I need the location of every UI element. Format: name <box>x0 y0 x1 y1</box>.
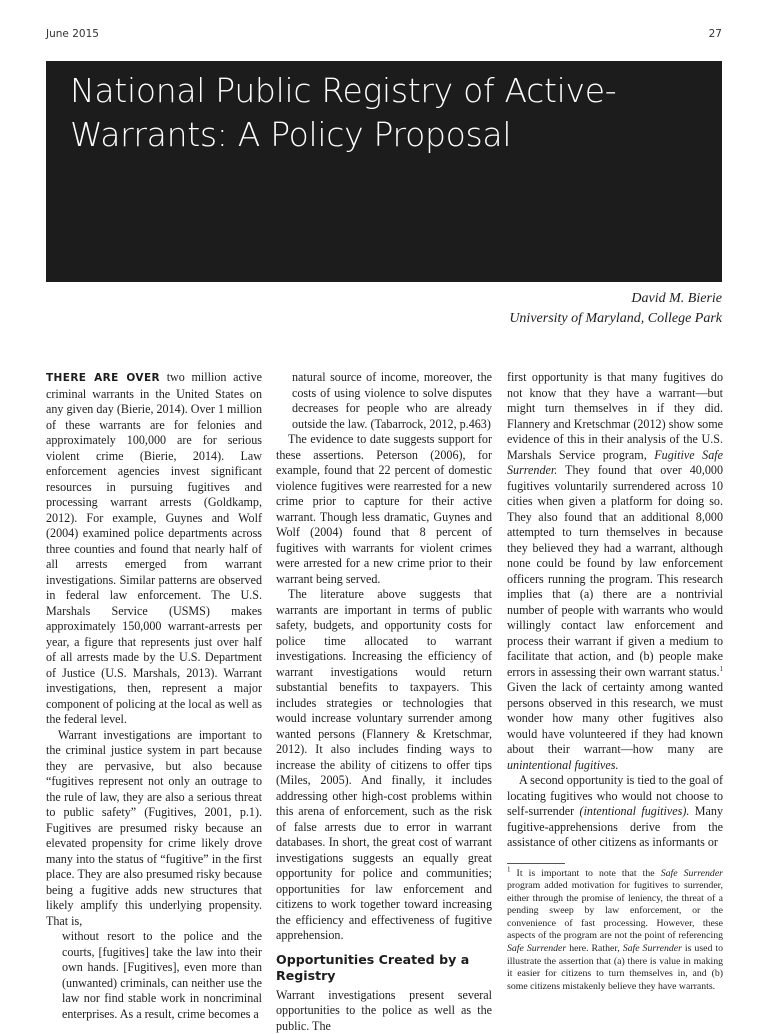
text-column-2 <box>276 370 492 1034</box>
text-column-3 <box>507 370 723 993</box>
text-run: They found that over 40,000 fugitives voluntarily surrendered across 10 cities when given a platform for doing so. They also found that an additional 8,000 attempted to turn themselves in because they believed they had a warrant, although none could be found by law enforcement officers running the program. This research implies that (a) there are a nontrivial number of people with warrants who would willingly contact law enforcement and process their warrant if given a medium to facilitate that action, and (b) people make errors in assessing their own warrant status. <box>507 463 723 679</box>
section-heading: Opportunities Created by a Registry <box>276 952 492 984</box>
emphasis: unintentional fugitives. <box>507 758 619 772</box>
block-quote: without resort to the police and the courts, [fugitives] take the law into their own hands. [Fugitives], even more than (unwanted) criminals, can neither use the law nor find stable work in noncriminal enterprises. As a result, crime becomes a <box>62 929 262 1022</box>
paragraph: Warrant investigations are important to the criminal justice system in part because they are pervasive, but also because “fugitives represent not only an outrage to the rule of law, they are also a serious threat to public safety” (Fugitives, 2001, p.1). Fugitives are presumed risky because an elevated propensity for crime likely drove many into the status of “fugitive” in the first place. They are also presumed risky because being a fugitive adds new structures that likely amplify this underlying propensity. That is, <box>46 728 262 930</box>
text-run: It is important to note that the <box>511 868 661 879</box>
author-name: David M. Bierie <box>509 289 722 309</box>
footnote <box>507 868 723 994</box>
paragraph <box>46 370 262 728</box>
program-name: Safe Surrender <box>661 868 723 879</box>
program-name: Fugitive Safe Surrender. <box>507 448 723 478</box>
paragraph <box>507 773 723 851</box>
page-number: 27 <box>709 28 722 40</box>
block-quote-continued: natural source of income, moreover, the costs of using violence to solve disputes decreases for people who are already outside the law. (Tabarrock, 2012, p.463) <box>292 370 492 432</box>
footnote-divider <box>507 863 565 864</box>
author-affiliation: University of Maryland, College Park <box>509 309 722 329</box>
byline <box>509 289 722 329</box>
program-name: Safe Surrender <box>623 943 682 954</box>
running-header <box>46 28 722 40</box>
text-run: Given the lack of certainty among wanted persons observed in this research, we must wonder how many other fugitives also would have volunteered if they had known about their warrant—how many are <box>507 680 723 756</box>
text-column-1 <box>46 370 262 1022</box>
issue-date: June 2015 <box>46 28 99 40</box>
program-name: Safe Surrender <box>507 943 566 954</box>
paragraph: Warrant investigations present several opportunities to the police as well as the public. The <box>276 988 492 1034</box>
lead-in: THERE ARE OVER <box>46 372 160 384</box>
paragraph <box>507 370 723 773</box>
article-title: National Public Registry of Active-Warrants: A Policy Proposal <box>46 61 722 157</box>
paragraph: The literature above suggests that warrants are important in terms of public safety, budgets, and opportunity costs for police time allocated to warrant investigations. Increasing the efficiency of warrant investigations would return substantial benefits to taxpayers. This includes strategies or technologies that would increase voluntary surrender among wanted persons (Flannery & Kretschmar, 2012). It also includes finding ways to increase the ability of citizens to offer tips (Miles, 2005). And finally, it includes addressing other high-cost problems within this arena of enforcement, such as the risk of false arrests due to error in warrant databases. In short, the great cost of warrant investigations suggests an equally great opportunity for police and communities; opportunities for law enforcement and citizens to work together toward increasing the efficiency and effectiveness of fugitive apprehension. <box>276 587 492 944</box>
paragraph: The evidence to date suggests support for these assertions. Peterson (2006), for example, found that 22 percent of domestic violence fugitives were rearrested for a new crime prior to capture for their active warrant. Though less dramatic, Guynes and Wolf (2004) found that 8 percent of fugitives with warrants for violent crimes were arrested for a new crime prior to their warrant being served. <box>276 432 492 587</box>
text-run: A second opportunity is tied to the goal of locating fugitives who would not choose to self-surrender <box>507 773 723 818</box>
paragraph-text: two million active criminal warrants in the United States on any given day (Bierie, 2014). Over 1 million of these warrants are for felonies and approximately 100,000 are for serious violent crime (Bierie, 2014). Law enforcement agencies invest significant resources in pursuing fugitives and processing warrant arrests (Goldkamp, 2012). For example, Guynes and Wolf (2004) examined police departments across three counties and found that nearly half of all arrests emerged from warrant investigations. Similar patterns are observed in federal law enforcement. The U.S. Marshals Service (USMS) makes approximately 150,000 warrant-arrests per year, a figure that represents just over half of all arrests made by the U.S. Department of Justice (U.S. Marshals, 2013). Warrant investigations, then, represent a major component of policing at the local as well as the federal level. <box>46 370 262 726</box>
text-run: program added motivation for fugitives to surrender, either through the promise of leniency, the threat of a pending sweep by law enforcement, or the convenience of fast processing. However, these aspects of the program are not the point of referencing <box>507 880 723 941</box>
text-run: is used to illustrate the assertion that (a) there is value in making it easier for citizens to turn themselves in, and (b) some citizens mistakenly believe they have warrants. <box>507 943 723 992</box>
text-run: Many fugitive-apprehensions derive from the assistance of other citizens as informants or <box>507 804 723 849</box>
title-banner <box>46 61 722 282</box>
emphasis: (intentional fugitives). <box>580 804 690 818</box>
text-run: first opportunity is that many fugitives do not know that they have a warrant—but might turn themselves in if they did. Flannery and Kretschmar (2012) show some evidence of this in their analysis of the U.S. Marshals Service program, <box>507 370 723 462</box>
footnote-marker[interactable]: 1 <box>720 664 724 672</box>
text-run: here. Rather, <box>566 943 622 954</box>
footnote-number: 1 <box>507 865 511 873</box>
